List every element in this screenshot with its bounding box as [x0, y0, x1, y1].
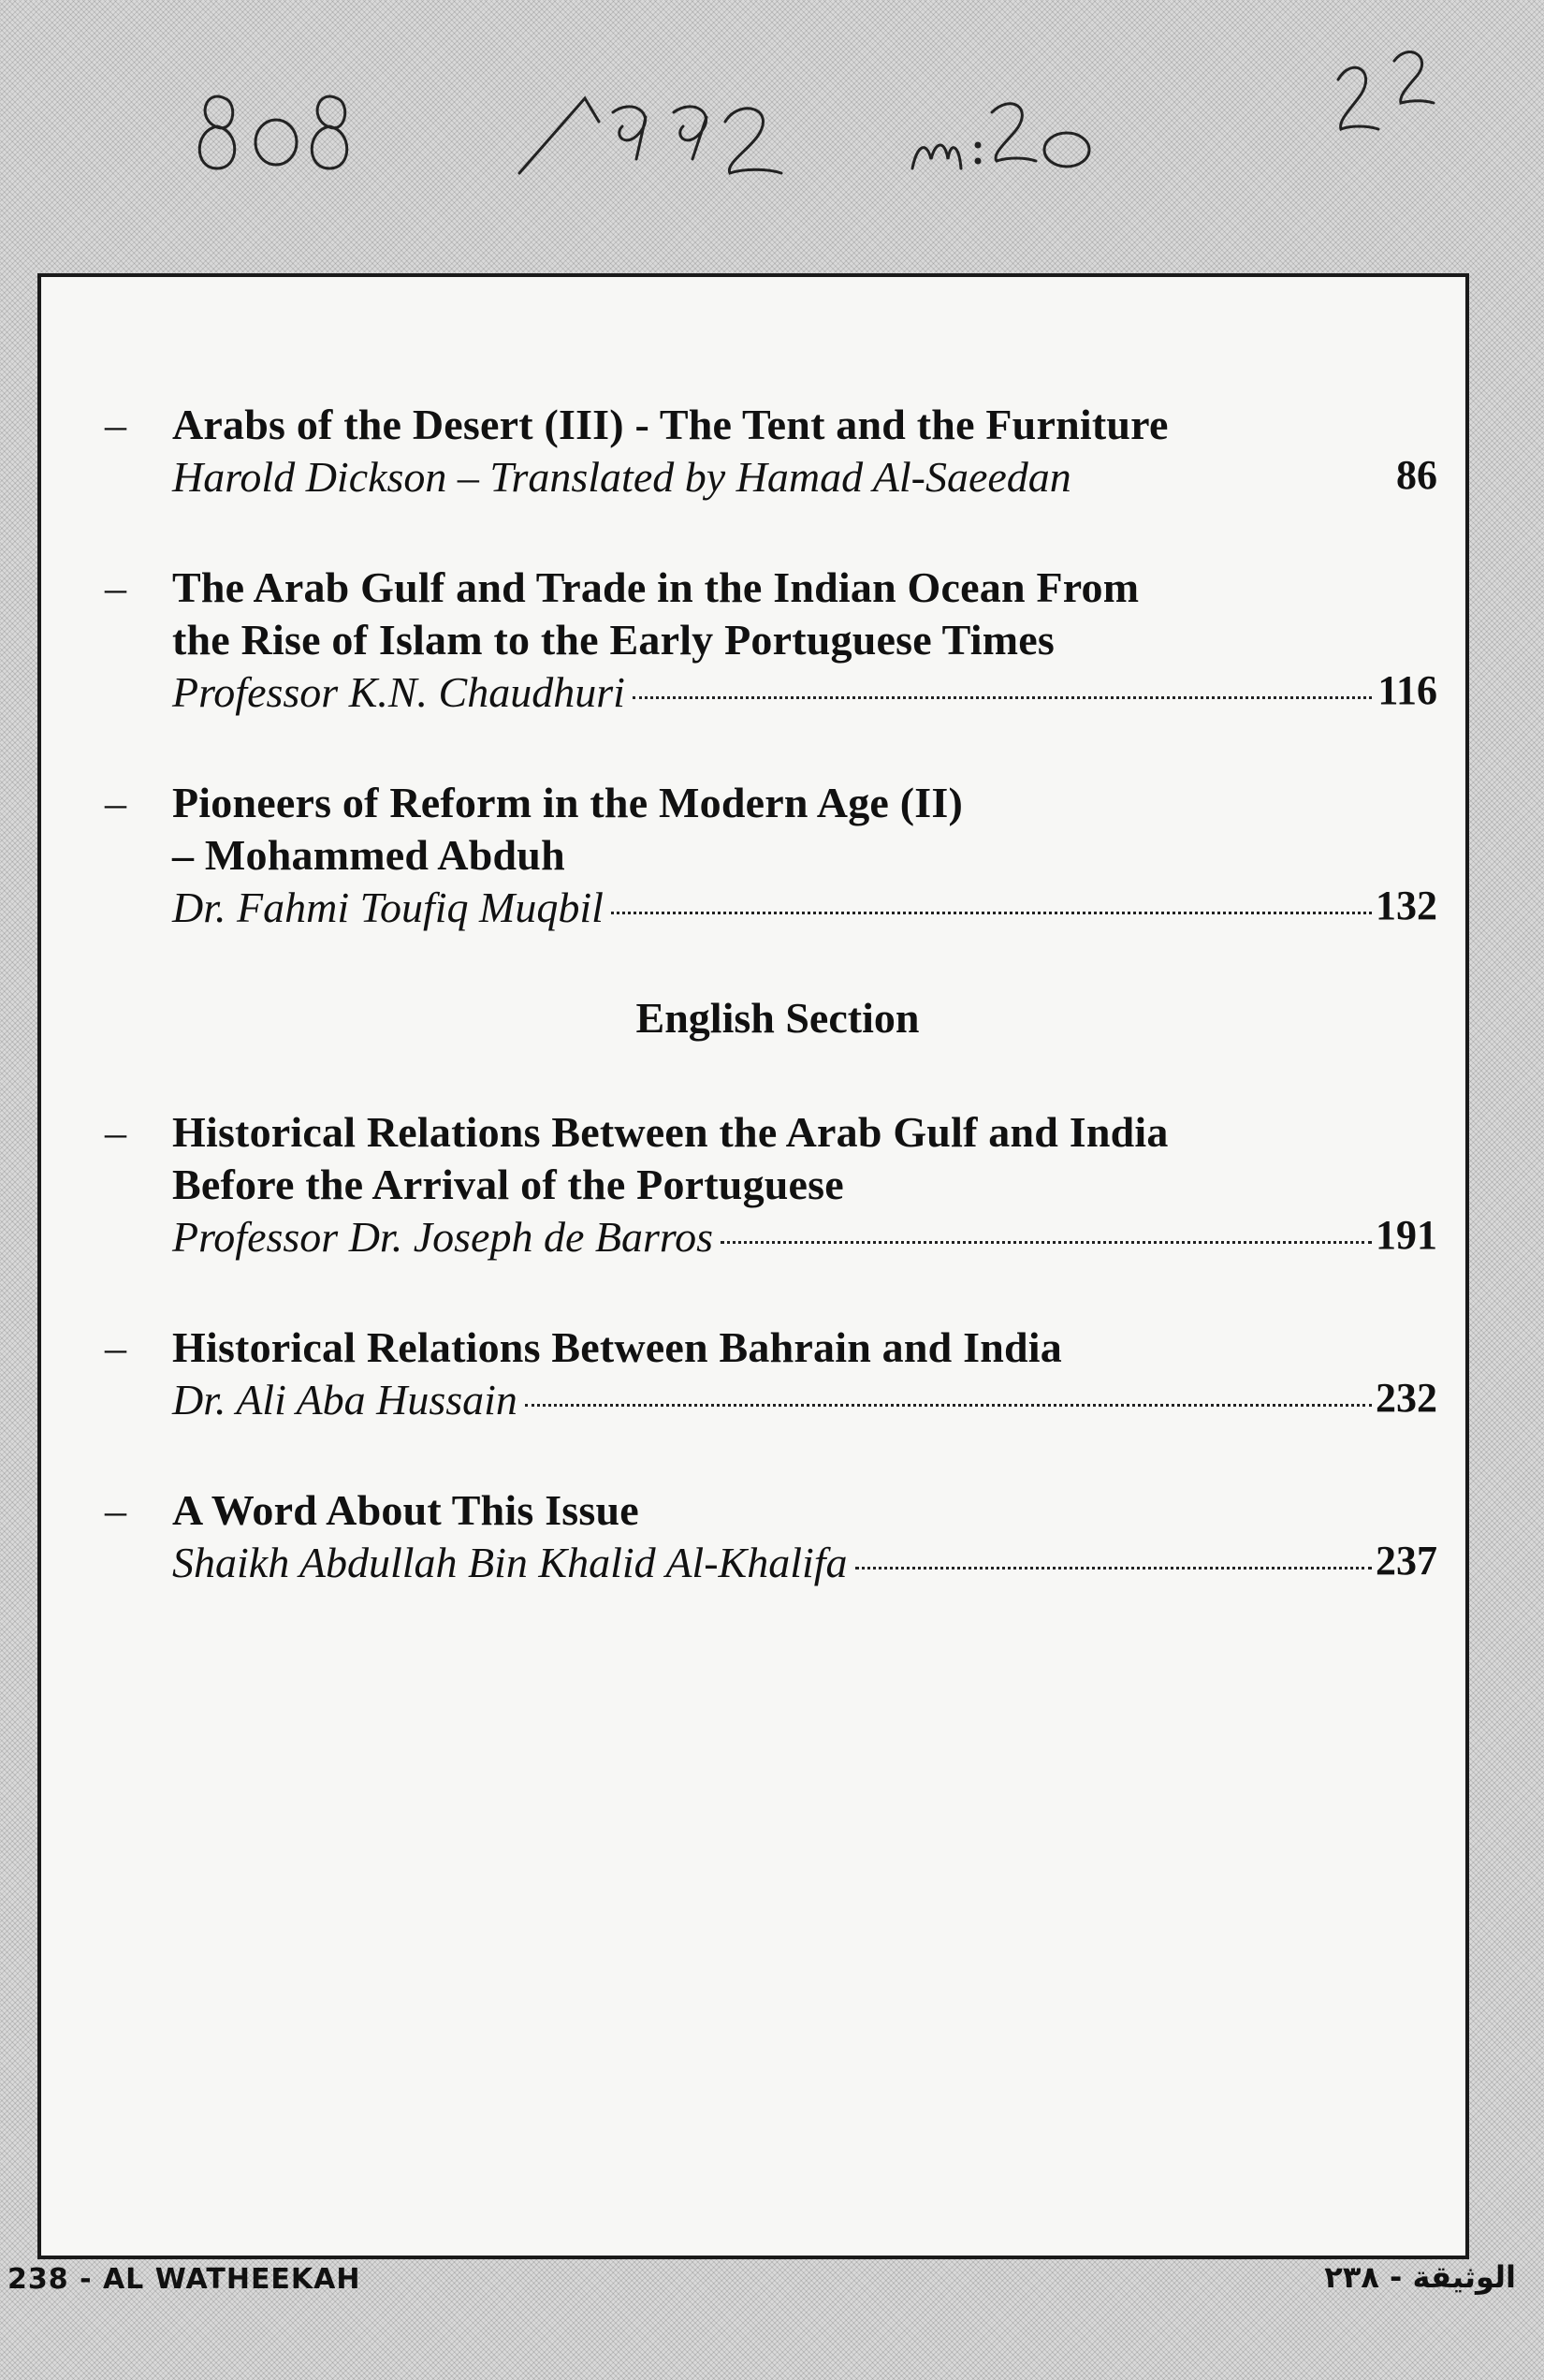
- toc-entry: [105, 1484, 1437, 1589]
- entry-dash: –: [105, 779, 126, 826]
- entry-title: the Rise of Islam to the Early Portuguese Times: [172, 616, 1055, 664]
- toc-entry: [105, 562, 1437, 719]
- entry-title: Arabs of the Desert (III) - The Tent and the Furniture: [172, 401, 1169, 448]
- footer-arabic-label: الوثيقة - ٢٣٨: [1324, 2259, 1516, 2295]
- entry-title: – Mohammed Abduh: [172, 831, 565, 879]
- toc-entry: [105, 1106, 1437, 1263]
- contents-page: [37, 273, 1469, 2259]
- dot-leader: [633, 695, 1372, 699]
- entry-page-number: 86: [1396, 452, 1437, 498]
- entry-author: Harold Dickson – Translated by Hamad Al-Saeedan: [172, 453, 1071, 501]
- entry-title: Before the Arrival of the Portuguese: [172, 1161, 844, 1208]
- entry-title: Historical Relations Between the Arab Gulf and India: [172, 1108, 1169, 1156]
- entry-page-number: 232: [1376, 1375, 1437, 1421]
- dot-leader: [611, 911, 1372, 914]
- entry-page-number: 191: [1376, 1212, 1437, 1258]
- entry-page-number: 132: [1376, 883, 1437, 928]
- entry-title: The Arab Gulf and Trade in the Indian Ocean From: [172, 563, 1140, 611]
- entry-title: Pioneers of Reform in the Modern Age (II): [172, 779, 963, 826]
- toc-entry: [105, 777, 1437, 934]
- entry-author: Shaikh Abdullah Bin Khalid Al-Khalifa: [172, 1539, 848, 1586]
- entry-author: Professor K.N. Chaudhuri: [172, 668, 625, 716]
- dot-leader: [525, 1403, 1372, 1407]
- entry-dash: –: [105, 563, 126, 611]
- footer-page-label: 238 - AL WATHEEKAH: [7, 2263, 361, 2296]
- dot-leader: [855, 1566, 1372, 1570]
- entry-title: A Word About This Issue: [172, 1486, 639, 1534]
- entry-dash: –: [105, 1108, 126, 1156]
- entry-page-number: 237: [1376, 1538, 1437, 1584]
- entry-author: Professor Dr. Joseph de Barros: [172, 1213, 713, 1261]
- table-of-contents: [41, 399, 1465, 1647]
- dot-leader: [721, 1240, 1372, 1244]
- toc-entry: [105, 1321, 1437, 1426]
- entry-author: Dr. Fahmi Toufiq Muqbil: [172, 883, 604, 931]
- section-heading: English Section: [635, 994, 920, 1042]
- entry-dash: –: [105, 1486, 126, 1534]
- handwritten-annotation: [0, 47, 1544, 197]
- entry-page-number: 116: [1377, 667, 1437, 713]
- entry-dash: –: [105, 1323, 126, 1371]
- entry-dash: –: [105, 401, 126, 448]
- entry-title: Historical Relations Between Bahrain and India: [172, 1323, 1062, 1371]
- toc-entry: [105, 399, 1437, 504]
- entry-author: Dr. Ali Aba Hussain: [172, 1376, 517, 1424]
